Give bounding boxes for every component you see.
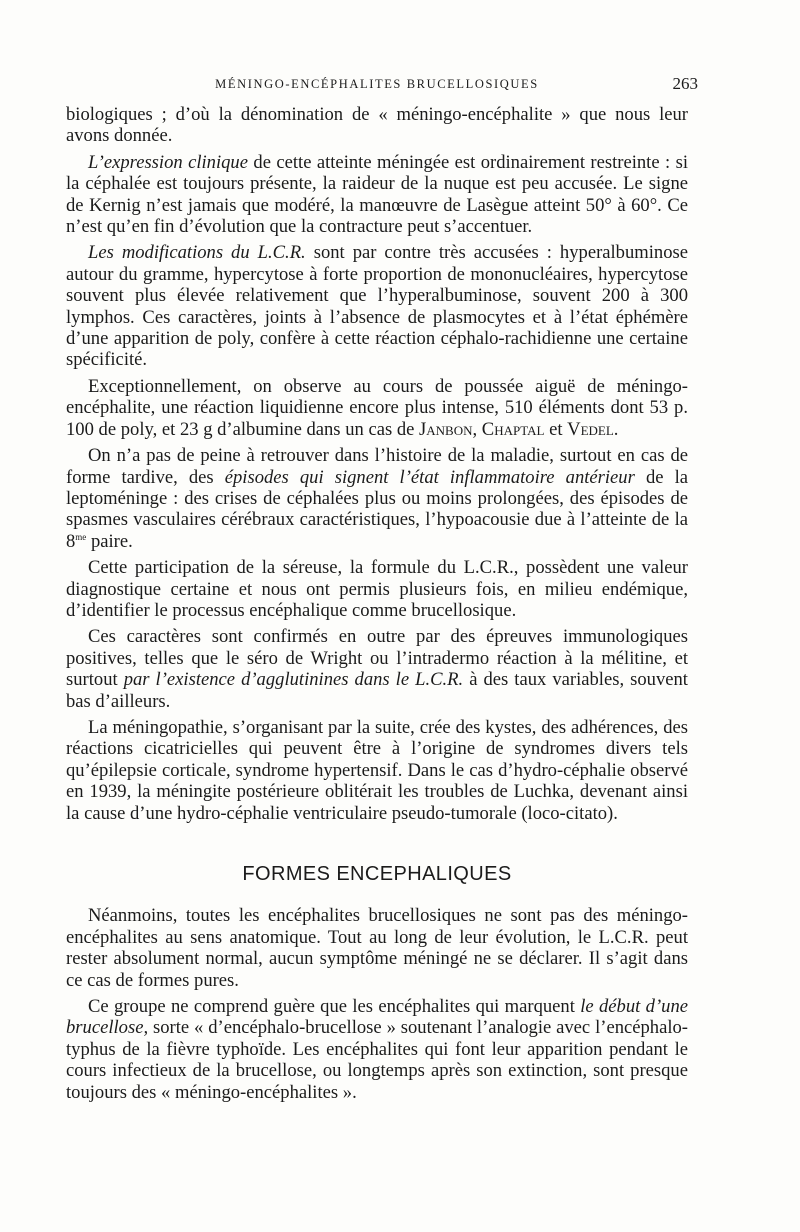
paragraph-text: Ce groupe ne comprend guère que les encéphalites qui marquent bbox=[88, 996, 581, 1018]
paragraph-text: Exceptionnellement, on observe au cours de poussée aiguë de méningo-encéphalite, une réaction liquidienne encore plus intense, 510 éléments dont 53 p. 100 de poly, et 23 g d’albumine dans un cas de bbox=[66, 375, 688, 440]
emphasis: par l’existence d’agglutinines dans le L.C.R. bbox=[123, 669, 464, 691]
paragraph-text: Ces caractères sont confirmés en outre par des épreuves immunologiques positives, telles que le séro de Wright ou l’intradermo réaction à la mélitine, et surtout bbox=[66, 626, 688, 691]
paragraph-text: On n’a pas de peine à retrouver dans l’histoire de la maladie, surtout en cas de forme tardive, des bbox=[66, 445, 688, 488]
running-header bbox=[66, 74, 698, 96]
paragraph-meningopathy: La méningopathie, s’organisant par la suite, crée des kystes, des adhérences, des réactions cicatricielles qui peuvent être à l’origine de syndromes divers tels qu’épilepsie corticale, syndrome hypertensif. Dans le cas d’hydro-céphalie observé en 1939, la méningite postérieure oblitérait les troubles de Luchka, devenant ainsi la cause d’une hydro-céphalie ventriculaire pseudo-tumorale (loco-citato). bbox=[66, 716, 688, 824]
paragraph-encephalo-brucellose bbox=[66, 996, 688, 1103]
conjunction: et bbox=[544, 418, 568, 440]
paragraph-continuation: biologiques ; d’où la dénomination de « méningo-encéphalite » que nous leur avons donnée. bbox=[66, 104, 688, 147]
paragraph-text: de la leptoméninge : des crises de céphalées plus ou moins prolongées, des épisodes de spasmes vasculaires cérébraux caractéristiques, l’hypoacousie due à l’atteinte de la 8 bbox=[66, 466, 689, 552]
emphasis: épisodes qui signent l’état inflammatoire antérieur bbox=[224, 466, 635, 488]
paragraph-text: à des taux variables, souvent bas d’ailleurs. bbox=[66, 669, 688, 712]
paragraph-lcr-modifications bbox=[66, 242, 688, 370]
paragraph-immunological-tests bbox=[66, 626, 688, 712]
running-title: MÉNINGO-ENCÉPHALITES BRUCELLOSIQUES bbox=[215, 77, 539, 91]
document-page bbox=[66, 74, 698, 1108]
page-number: 263 bbox=[672, 74, 698, 93]
body-text bbox=[66, 104, 688, 1103]
separator: , bbox=[472, 418, 482, 440]
emphasis: L’expression clinique bbox=[88, 151, 248, 173]
paragraph-inflammatory-episodes bbox=[66, 445, 688, 552]
author-name: Vedel bbox=[567, 418, 614, 440]
author-name: Chaptal bbox=[481, 418, 545, 440]
paragraph-text: paire. bbox=[86, 530, 133, 552]
author-name: Janbon bbox=[419, 418, 473, 440]
paragraph-clinical-expression bbox=[66, 152, 688, 238]
paragraph-text: sont par contre très accusées : hyperalbuminose autour du gramme, hypercytose à forte proportion de mononucléaires, hypercytose souvent plus élevée relativement que l’hyperalbuminose, souvent 200 à 300 lymphos. Ces caractères, joints à l’absence de plasmocytes et à l’état éphémère d’une apparition de poly, confère à cette réaction céphalo-rachidienne une certaine spécificité. bbox=[66, 242, 688, 371]
paragraph-pure-forms: Néanmoins, toutes les encéphalites brucellosiques ne sont pas des méningo-encéphalites au sens anatomique. Tout au long de leur évolution, le L.C.R. peut rester absolument normal, aucun symptôme méningé ne se déclarer. Il s’agit dans ce cas de formes pures. bbox=[66, 905, 688, 991]
paragraph-text: sorte « d’encéphalo-brucellose » soutenant l’analogie avec l’encéphalo-typhus de la fièvre typhoïde. Les encéphalites qui font leur apparition pendant le cours infectieux de la brucellose, ou longtemps après son extinction, sont presque toujours des « méningo-encéphalites ». bbox=[66, 1017, 688, 1103]
emphasis: le début d’une brucellose, bbox=[66, 996, 688, 1039]
paragraph-exceptional-reaction bbox=[66, 376, 688, 440]
superscript: me bbox=[75, 531, 87, 542]
paragraph-text: de cette atteinte méningée est ordinairement restreinte : si la céphalée est toujours présente, la raideur de la nuque est peu accusée. Le signe de Kernig n’est jamais que modéré, la manœuvre de Lasègue atteint 50° à 60°. Ce n’est qu’en fin d’évolution que la contracture peut s’accentuer. bbox=[66, 151, 688, 238]
section-heading: FORMES ENCEPHALIQUES bbox=[242, 863, 512, 885]
emphasis: Les modifications du L.C.R. bbox=[88, 242, 306, 264]
period: . bbox=[613, 418, 619, 440]
paragraph-diagnostic-value: Cette participation de la séreuse, la formule du L.C.R., possèdent une valeur diagnostique certaine et nous ont permis plusieurs fois, en milieu endémique, d’identifier le processus encéphalique comme brucellosique. bbox=[66, 557, 688, 621]
